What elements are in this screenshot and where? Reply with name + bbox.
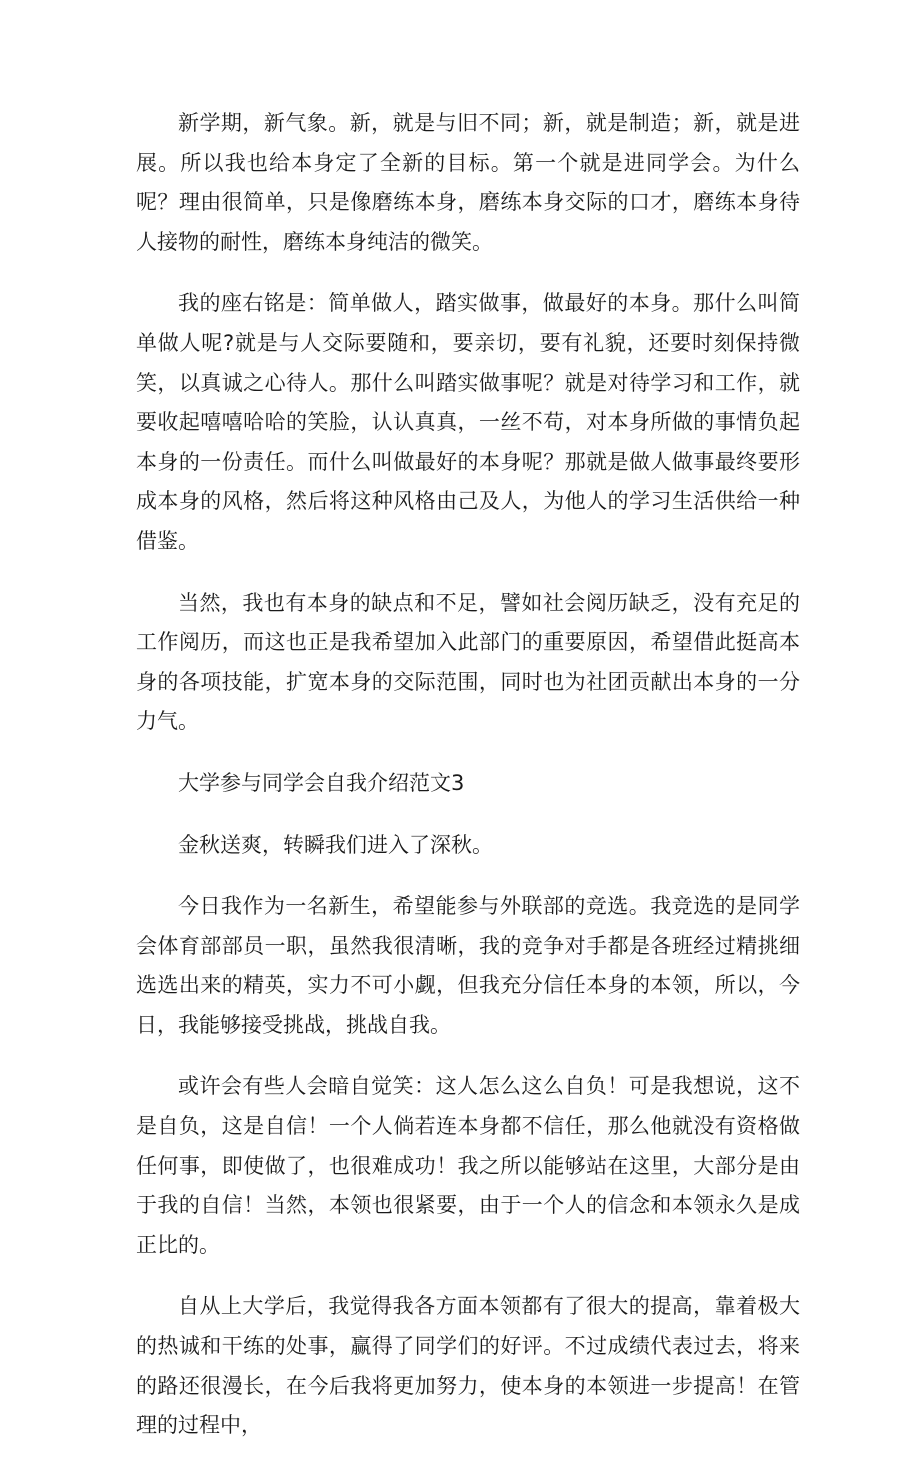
paragraph-confidence: 或许会有些人会暗自觉笑：这人怎么这么自负！可是我想说，这不是自负，这是自信！一个人倘若连本身都不信任，那么他就没有资格做任何事，即使做了，也很难成功！我之所以能够站在这里，大部分是由于我的自信！当然，本领也很紧要，由于一个人的信念和本领永久是成正比的。 bbox=[136, 1074, 800, 1257]
paragraph-university: 自从上大学后，我觉得我各方面本领都有了很大的提高，靠着极大的热诚和干练的处事，赢得了同学们的好评。不过成绩代表过去，将来的路还很漫长，在今后我将更加努力，使本身的本领进一步提高！在管理的过程中， bbox=[136, 1294, 800, 1438]
paragraph-new-semester: 新学期，新气象。新，就是与旧不同；新，就是制造；新，就是进展。所以我也给本身定了全新的目标。第一个就是进同学会。为什么呢？理由很简单，只是像磨练本身，磨练本身交际的口才，磨练本身待人接物的耐性，磨练本身纯洁的微笑。 bbox=[136, 111, 800, 254]
section-heading: 大学参与同学会自我介绍范文3 bbox=[178, 770, 465, 795]
paragraph-shortcomings: 当然，我也有本身的缺点和不足，譬如社会阅历缺乏，没有充足的工作阅历，而这也正是我希望加入此部门的重要原因，希望借此挺高本身的各项技能，扩宽本身的交际范围，同时也为社团贡献出本身的一分力气。 bbox=[136, 590, 800, 734]
paragraph-autumn: 金秋送爽，转瞬我们进入了深秋。 bbox=[178, 832, 493, 857]
paragraph-motto: 我的座右铭是：简单做人，踏实做事，做最好的本身。那什么叫简单做人呢?就是与人交际要随和，要亲切，要有礼貌，还要时刻保持微笑，以真诚之心待人。那什么叫踏实做事呢？就是对待学习和工作，就要收起嘻嘻哈哈的笑脸，认认真真，一丝不苟，对本身所做的事情负起本身的一份责任。而什么叫做最好的本身呢？那就是做人做事最终要形成本身的风格，然后将这种风格由己及人，为他人的学习生活供给一种借鉴。 bbox=[136, 291, 800, 553]
document-body bbox=[136, 104, 800, 1468]
paragraph-candidacy: 今日我作为一名新生，希望能参与外联部的竞选。我竞选的是同学会体育部部员一职，虽然我很清晰，我的竞争对手都是各班经过精挑细选选出来的精英，实力不可小觑，但我充分信任本身的本领，所以，今日，我能够接受挑战，挑战自我。 bbox=[136, 894, 800, 1037]
